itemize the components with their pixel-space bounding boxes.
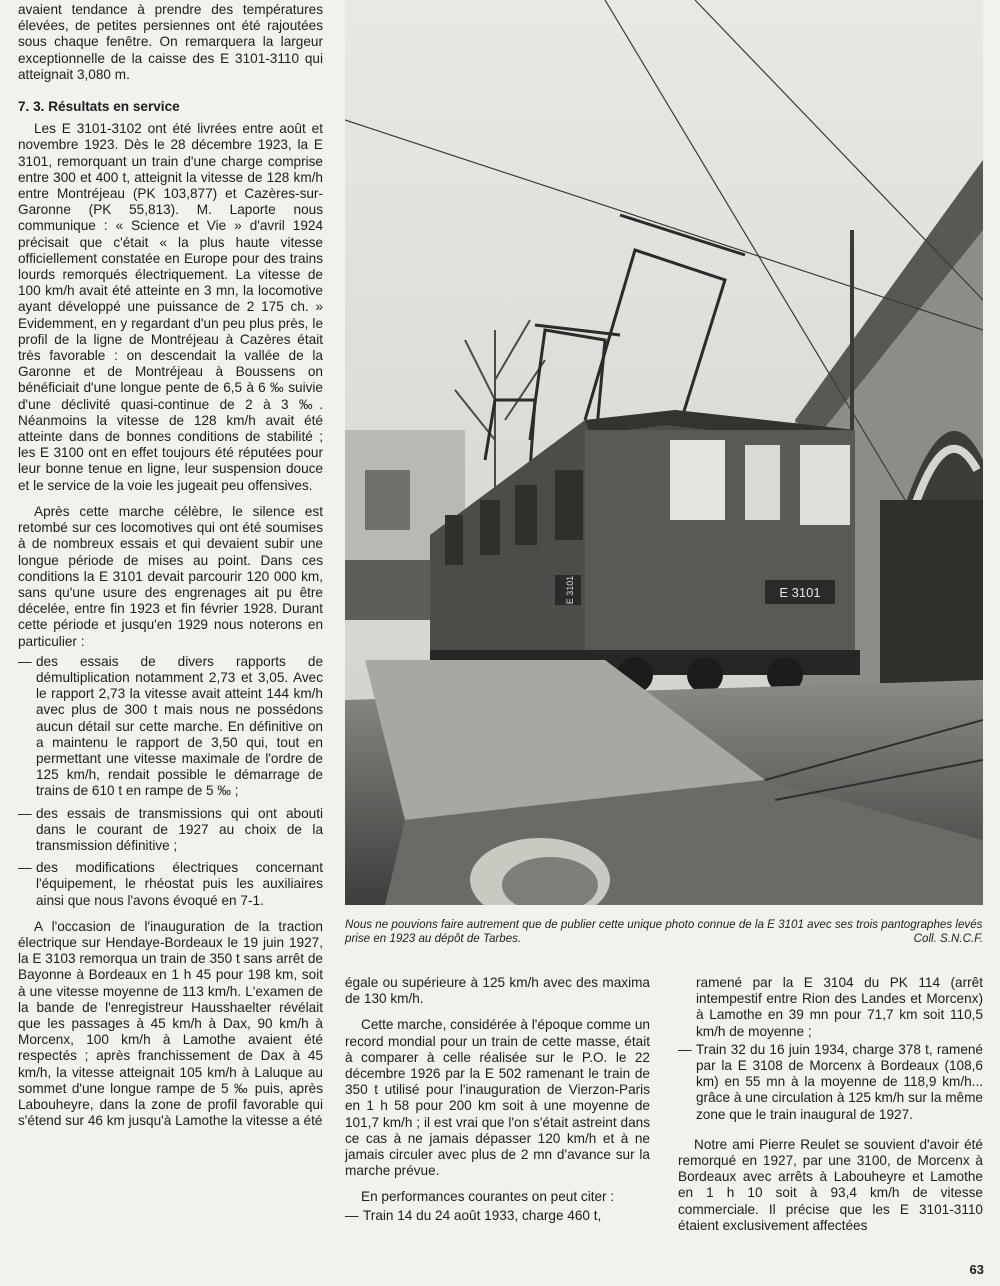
- paragraph-intro: avaient tendance à prendre des températures élevées, de petites persiennes ont été rajoutées sous chaque fenêtre. On remarquera la largeur exceptionnelle de la caisse des E 3101-3110 qui atteignait 3,080 m.: [18, 2, 323, 82]
- paragraph: En performances courantes on peut citer :: [361, 1189, 615, 1205]
- page-number: 63: [969, 1262, 984, 1277]
- caption-text: Nous ne pouvions faire autrement que de publier cette unique photo connue de la E 3101 avec ses trois pantographes levés prise en 1923 au dépôt de Tarbes.: [345, 918, 983, 945]
- text-column-middle: [345, 975, 650, 1224]
- paragraph: égale ou supérieure à 125 km/h avec des maxima de 130 km/h.: [345, 975, 650, 1007]
- list-item: — des essais de transmissions qui ont abouti dans le courant de 1927 au choix de la transmission définitive ;: [18, 806, 323, 855]
- dash-list: [678, 1042, 983, 1123]
- text-column-right: [678, 975, 983, 1234]
- front-number-plate: E 3101: [779, 585, 821, 600]
- paragraph: A l'occasion de l'inauguration de la traction électrique sur Hendaye-Bordeaux le 19 juin 1927, la E 3103 remorqua un train de 350 t sans arrêt de Bayonne à Bordeaux en 1 h 45 pour 198 km, soit à une vitesse moyenne de 113 km/h. L'examen de la bande de l'enregistreur Hausshaelter révélait que les passages à 45 km/h à Dax, 90 km/h à Morcenx, 100 km/h à Lamothe avaient été respectés ; après franchissement de Dax à 45 km/h, la vitesse atteignait 105 km/h à Laluque au sommet d'une longue rampe de 5 ‰ puis, après Labouheyre, dans la zone de profil favorable qui s'étend sur 46 km jusqu'à Lamothe la vitesse a été: [18, 918, 323, 1129]
- paragraph: Notre ami Pierre Reulet se souvient d'avoir été remorqué en 1927, par une 3100, de Morcenx à Bordeaux avec arrêts à Labouheyre et Lamothe en 1 h 10 soit à 93,4 km/h de vitesse commerciale. Il précise que les E 3101-3110 étaient exclusivement affectées: [678, 1136, 983, 1233]
- locomotive-photo: [345, 0, 983, 905]
- dash-list: [18, 654, 323, 909]
- list-item: — Train 14 du 24 août 1933, charge 460 t,: [345, 1208, 650, 1224]
- paragraph: Les E 3101-3102 ont été livrées entre août et novembre 1923. Dès le 28 décembre 1923, la E 3101, remorquant un train d'une charge comprise entre 300 et 400 t, atteignit la vitesse de 128 km/h entre Montréjeau (PK 103,877) et Cazères-sur-Garonne (PK 55,813). M. Laporte nous communique : « Science et Vie » d'avril 1924 précisait que c'était « la plus haute vitesse officiellement constatée en Europe pour des trains lourds remorqués électriquement. La vitesse de 100 km/h avait été atteinte en 3 mn, la locomotive ayant développé une puissance de 2 175 ch. » Evidemment, en y regardant d'un peu plus près, le profil de la ligne de Montréjeau à Cazères était très favorable : on descendait la vallée de la Garonne et de Montréjeau à Boussens on bénéficiait d'une longue pente de 6,5 à 6 ‰ suivie d'une déclivité quasi-continue de 2 à 3 ‰. Néanmoins la vitesse de 128 km/h avait été atteinte dans de bonnes conditions de stabilité ; les E 3100 ont en effet toujours été réputées pour leur bonne tenue en ligne, leur suspension douce et le service de la voie les jugeait peu offensives.: [18, 121, 323, 493]
- text-column-left: [18, 2, 323, 1129]
- list-item-continuation: ramené par la E 3104 du PK 114 (arrêt intempestif entre Rion des Landes et Morcenx) à Lamothe en 39 mn pour 71,7 km soit 110,5 km/h de moyenne ;: [696, 975, 983, 1039]
- dash-list: [345, 1208, 650, 1224]
- paragraph: Après cette marche célèbre, le silence est retombé sur ces locomotives qui ont été soumises à de nombreux essais et qui devaient subir une longue période de mises au point. Dans ces conditions la E 3101 devait parcourir 120 000 km, sans qu'une usure des engrenages ait pu être décelée, entre fin 1923 et fin février 1928. Durant cette période et jusqu'en 1929 nous noterons en particulier :: [18, 503, 323, 649]
- list-item: — Train 32 du 16 juin 1934, charge 378 t, ramené par la E 3108 de Morcenx à Bordeaux (108,6 km) en 55 mn à la moyenne de 118,9 km/h... grâce à une circulation à 125 km/h sur la même zone que le train inaugural de 1927.: [678, 1042, 983, 1123]
- side-number-plate: E 3101: [565, 575, 575, 605]
- paragraph: Cette marche, considérée à l'époque comme un record mondial pour un train de cette masse, était à comparer à celle réalisée sur le P.O. le 22 décembre 1926 par la E 502 ramenant le train de 350 t utilisé pour l'inauguration de Vierzon-Paris en 1 h 58 pour 200 km soit à une moyenne de 101,7 km/h ; il est vrai que l'on s'était astreint dans ce cas à ne jamais dépasser 120 km/h et à ne jamais circuler avec plus de 2 mn d'avance sur la marche prévue.: [345, 1017, 650, 1179]
- list-item: — des essais de divers rapports de démultiplication notamment 2,73 et 3,05. Avec le rapport 2,73 la vitesse avait atteint 144 km/h avec plus de 300 t mais nous ne possédons aucun détail sur cette marche. En définitive on a maintenu le rapport de 3,50 qui, tout en permettant une vitesse maximale de l'ordre de 125 km/h, rendait possible le démarrage de trains de 610 t en rampe de 5 ‰ ;: [18, 654, 323, 800]
- list-item: — des modifications électriques concernant l'équipement, le rhéostat puis les auxiliaires ainsi que nous l'avons évoqué en 7-1.: [18, 860, 323, 909]
- section-heading: 7. 3. Résultats en service: [18, 99, 180, 115]
- photo-caption: [345, 918, 983, 946]
- photo-credit: Coll. S.N.C.F.: [913, 932, 983, 945]
